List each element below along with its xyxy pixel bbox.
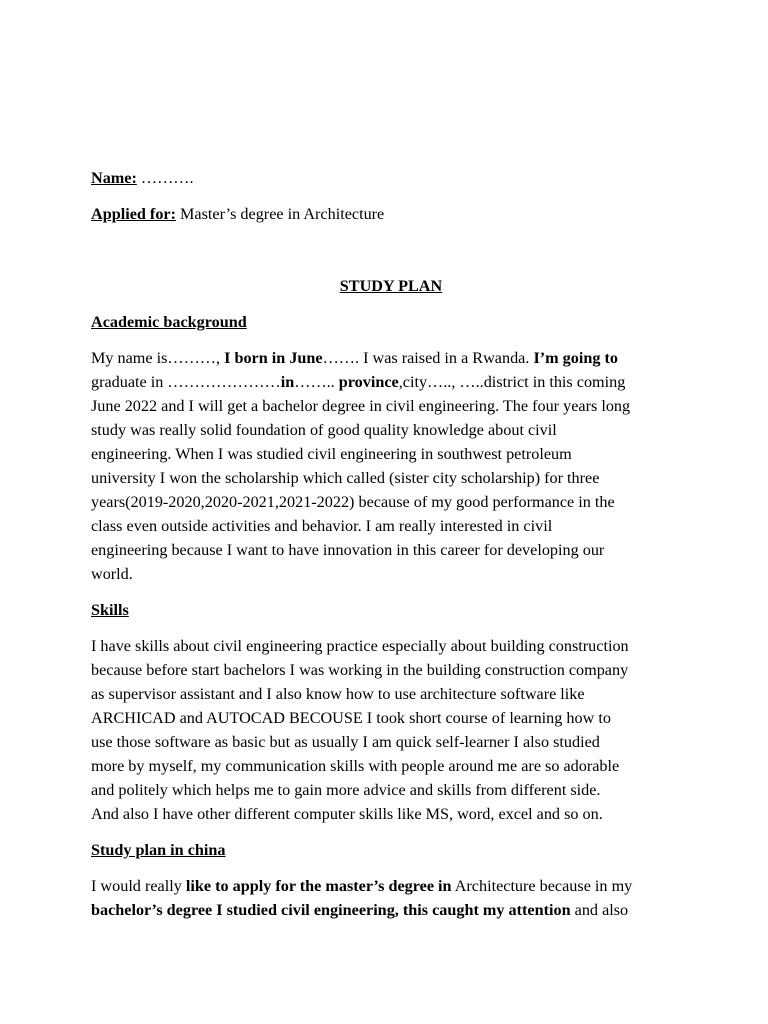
name-value: ………. — [136, 169, 194, 187]
bold-run: in — [280, 373, 295, 391]
bold-run: province — [338, 373, 399, 391]
paragraph-line: and politely which helps me to gain more advice and skills from different side. — [91, 781, 601, 799]
applied-for-label: Applied for: — [91, 205, 176, 223]
text-run: …….. — [294, 373, 339, 391]
paragraph-line: world. — [91, 565, 133, 583]
skills-heading: Skills — [91, 601, 129, 619]
paragraph-line: And also I have other different computer skills like MS, word, excel and so on. — [91, 805, 603, 823]
document-title: STUDY PLAN — [339, 277, 443, 295]
text-run: ……. I was raised in a Rwanda. — [322, 349, 534, 367]
applied-for-value: Master’s degree in Architecture — [175, 205, 385, 223]
paragraph-line: engineering because I want to have innovation in this career for developing our — [91, 541, 605, 559]
paragraph-line: use those software as basic but as usually I am quick self-learner I also studied — [91, 733, 600, 751]
paragraph-line — [91, 346, 691, 370]
bold-run: I’m going to — [533, 349, 618, 367]
text-run: graduate in ………………… — [91, 373, 281, 391]
paragraph-line — [91, 370, 691, 394]
paragraph-line: as supervisor assistant and I also know how to use architecture software like — [91, 685, 585, 703]
study-plan-in-china-heading: Study plan in china — [91, 841, 226, 859]
name-label: Name: — [91, 169, 137, 187]
text-run: and also — [570, 901, 629, 919]
applied-for-field — [91, 202, 691, 226]
paragraph-line: ARCHICAD and AUTOCAD BECOUSE I took short course of learning how to — [91, 709, 611, 727]
paragraph-line: class even outside activities and behavior. I am really interested in civil — [91, 517, 553, 535]
text-run: My name is………, — [91, 349, 225, 367]
academic-background-paragraph — [91, 346, 691, 586]
text-run: Architecture because in my — [451, 877, 633, 895]
paragraph-line: years(2019-2020,2020-2021,2021-2022) because of my good performance in the — [91, 493, 615, 511]
name-field — [91, 166, 691, 190]
paragraph-line: I have skills about civil engineering practice especially about building construction — [91, 637, 629, 655]
paragraph-line: more by myself, my communication skills with people around me are so adorable — [91, 757, 620, 775]
paragraph-line — [91, 898, 691, 922]
paragraph-line: engineering. When I was studied civil engineering in southwest petroleum — [91, 445, 572, 463]
bold-run: bachelor’s degree I studied civil engineering, this caught my attention — [91, 901, 571, 919]
skills-paragraph — [91, 634, 691, 826]
paragraph-line: university I won the scholarship which called (sister city scholarship) for three — [91, 469, 600, 487]
text-run: ,city….., …..district in this coming — [398, 373, 626, 391]
paragraph-line: because before start bachelors I was working in the building construction company — [91, 661, 629, 679]
text-run: I would really — [91, 877, 186, 895]
study-plan-in-china-paragraph — [91, 874, 691, 922]
academic-background-heading: Academic background — [91, 313, 247, 331]
bold-run: like to apply for the master’s degree in — [185, 877, 452, 895]
paragraph-line — [91, 874, 691, 898]
document-content — [91, 166, 691, 934]
paragraph-line: June 2022 and I will get a bachelor degree in civil engineering. The four years long — [91, 397, 631, 415]
bold-run: I born in June — [224, 349, 323, 367]
paragraph-line: study was really solid foundation of good quality knowledge about civil — [91, 421, 557, 439]
